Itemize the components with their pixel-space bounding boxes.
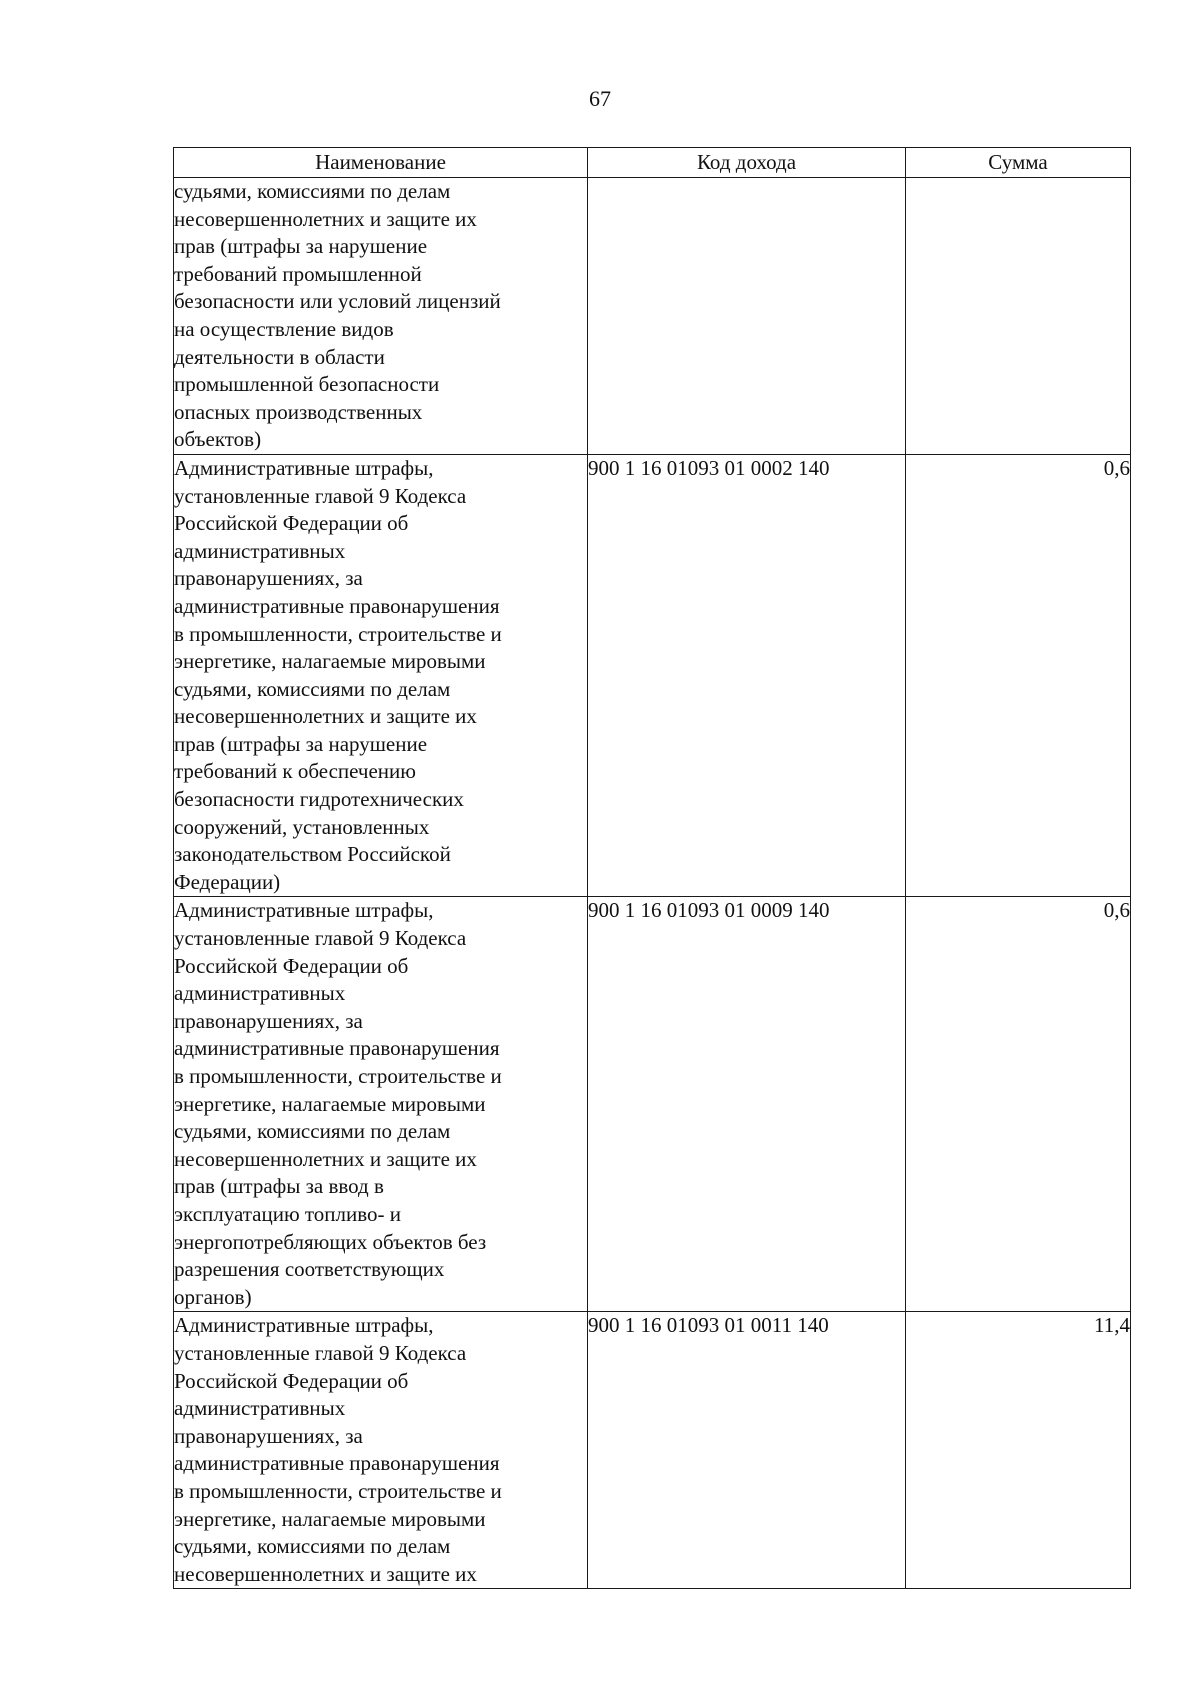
header-code: Код дохода bbox=[588, 148, 906, 178]
row-name: Административные штрафы, установленные главой 9 Кодекса Российской Федерации об административных правонарушениях, за административные правонарушения в промышленности, строительстве и энергетике, налагаемые мировыми судьями, комиссиями по делам несовершеннолетних и защите их bbox=[174, 1312, 588, 1589]
table-row bbox=[174, 454, 1131, 897]
row-name: судьями, комиссиями по делам несовершеннолетних и защите их прав (штрафы за нарушение требований промышленной безопасности или условий лицензий на осуществление видов деятельности в области промышленной безопасности опасных производственных объектов) bbox=[174, 178, 588, 455]
header-sum: Сумма bbox=[906, 148, 1131, 178]
table-header-row bbox=[174, 148, 1131, 178]
row-sum: 0,6 bbox=[906, 897, 1131, 1312]
row-name: Административные штрафы, установленные главой 9 Кодекса Российской Федерации об административных правонарушениях, за административные правонарушения в промышленности, строительстве и энергетике, налагаемые мировыми судьями, комиссиями по делам несовершеннолетних и защите их прав (штрафы за нарушение требований к обеспечению безопасности гидротехнических сооружений, установленных законодательством Российской Федерации) bbox=[174, 454, 588, 897]
row-sum: 0,6 bbox=[906, 454, 1131, 897]
table-row bbox=[174, 897, 1131, 1312]
row-code: 900 1 16 01093 01 0011 140 bbox=[588, 1312, 906, 1589]
revenue-table bbox=[173, 147, 1131, 1589]
table-row bbox=[174, 1312, 1131, 1589]
row-sum: 11,4 bbox=[906, 1312, 1131, 1589]
table-row bbox=[174, 178, 1131, 455]
page-number: 67 bbox=[589, 86, 611, 111]
row-code bbox=[588, 178, 906, 455]
header-name: Наименование bbox=[174, 148, 588, 178]
row-code: 900 1 16 01093 01 0009 140 bbox=[588, 897, 906, 1312]
row-sum bbox=[906, 178, 1131, 455]
row-code: 900 1 16 01093 01 0002 140 bbox=[588, 454, 906, 897]
row-name: Административные штрафы, установленные главой 9 Кодекса Российской Федерации об административных правонарушениях, за административные правонарушения в промышленности, строительстве и энергетике, налагаемые мировыми судьями, комиссиями по делам несовершеннолетних и защите их прав (штрафы за ввод в эксплуатацию топливо- и энергопотребляющих объектов без разрешения соответствующих органов) bbox=[174, 897, 588, 1312]
